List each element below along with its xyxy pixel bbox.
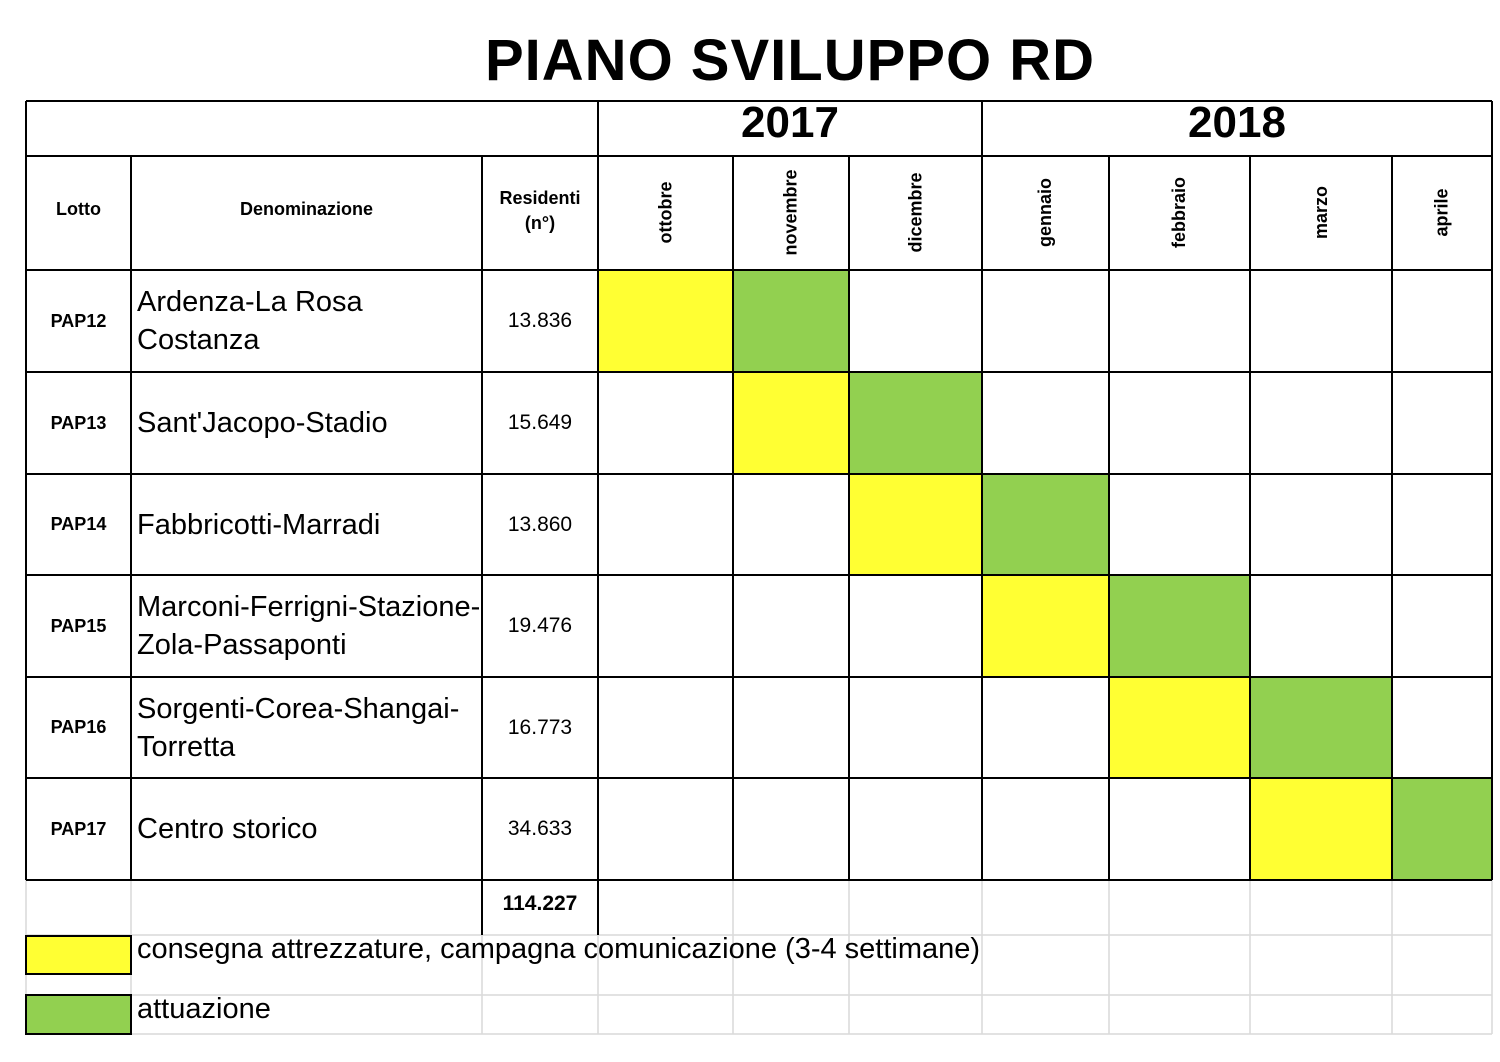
lotto-cell: [26, 372, 131, 474]
residenti-cell-text: 13.836: [507, 309, 573, 332]
residenti-cell: [482, 270, 598, 372]
residenti-cell: [482, 677, 598, 778]
page-title: PIANO SVILUPPO RD: [485, 28, 1095, 93]
total-residenti: 114.227: [502, 892, 578, 915]
lotto-cell: [26, 778, 131, 880]
month-header-marzo: marzo: [1310, 185, 1331, 239]
month-header-dicembre: dicembre: [905, 171, 926, 253]
residenti-cell: [482, 778, 598, 880]
residenti-cell-text: 16.773: [507, 715, 573, 739]
denominazione-cell-text: Marconi-Ferrigni-Stazione-Zola-Passaponti: [137, 591, 481, 661]
denominazione-cell: [137, 778, 482, 880]
consegna-cell-pap15: [982, 575, 1109, 677]
denominazione-cell-text: Sorgenti-Corea-Shangai-Torretta: [137, 692, 460, 763]
denominazione-cell-text: Fabbricotti-Marradi: [137, 508, 381, 541]
header-lotto: Lotto: [56, 199, 101, 219]
denominazione-cell: [137, 677, 482, 778]
legend-attuazione-swatch: [26, 995, 131, 1034]
year-2017: 2017: [741, 98, 839, 147]
consegna-cell-pap14: [849, 474, 982, 575]
attuazione-cell-pap16: [1250, 677, 1392, 778]
month-header-novembre: novembre: [780, 168, 801, 256]
lotto-cell-text: PAP16: [50, 717, 107, 737]
attuazione-cell-pap15: [1109, 575, 1250, 677]
consegna-cell-pap17: [1250, 778, 1392, 880]
lotto-cell: [26, 474, 131, 575]
legend-consegna-label: consegna attrezzature, campagna comunicazione (3-4 settimane): [137, 933, 981, 965]
lotto-cell-text: PAP15: [50, 615, 107, 636]
year-2018: 2018: [1188, 98, 1286, 147]
residenti-cell: [482, 372, 598, 474]
month-header-febbraio: febbraio: [1169, 176, 1190, 248]
lotto-cell: [26, 575, 131, 677]
header-denominazione: Denominazione: [239, 199, 373, 219]
attuazione-cell-pap14: [982, 474, 1109, 575]
attuazione-cell-pap13: [849, 372, 982, 474]
consegna-cell-pap12: [598, 270, 733, 372]
month-header-ottobre: ottobre: [655, 181, 675, 243]
attuazione-cell-pap12: [733, 270, 849, 372]
lotto-cell-text: PAP13: [50, 412, 107, 433]
residenti-cell: [482, 474, 598, 575]
consegna-cell-pap16: [1109, 677, 1250, 778]
residenti-cell-text: 13.860: [507, 512, 573, 536]
denominazione-cell: [137, 372, 482, 474]
residenti-cell-text: 34.633: [507, 817, 573, 840]
residenti-cell: [482, 575, 598, 677]
denominazione-cell: [137, 575, 482, 677]
residenti-cell-text: 19.476: [507, 614, 573, 637]
month-header-gennaio: gennaio: [1035, 177, 1056, 247]
month-header-aprile: aprile: [1431, 187, 1452, 237]
residenti-cell-text: 15.649: [507, 411, 573, 434]
denominazione-cell: [137, 474, 482, 575]
legend-attuazione-label: attuazione: [137, 993, 271, 1025]
denominazione-cell-text: Ardenza-La Rosa Costanza: [137, 286, 363, 356]
legend-consegna-swatch: [26, 936, 131, 974]
denominazione-cell-text: Sant'Jacopo-Stadio: [137, 407, 388, 439]
lotto-cell-text: PAP12: [50, 310, 107, 331]
lotto-cell: [26, 270, 131, 372]
denominazione-cell-text: Centro storico: [137, 813, 318, 845]
header-residenti: Residenti (n°): [499, 188, 581, 233]
lotto-cell: [26, 677, 131, 778]
consegna-cell-pap13: [733, 372, 849, 474]
lotto-cell-text: PAP14: [50, 514, 107, 534]
lotto-cell-text: PAP17: [50, 818, 107, 839]
attuazione-cell-pap17: [1392, 778, 1492, 880]
denominazione-cell: [137, 270, 482, 372]
